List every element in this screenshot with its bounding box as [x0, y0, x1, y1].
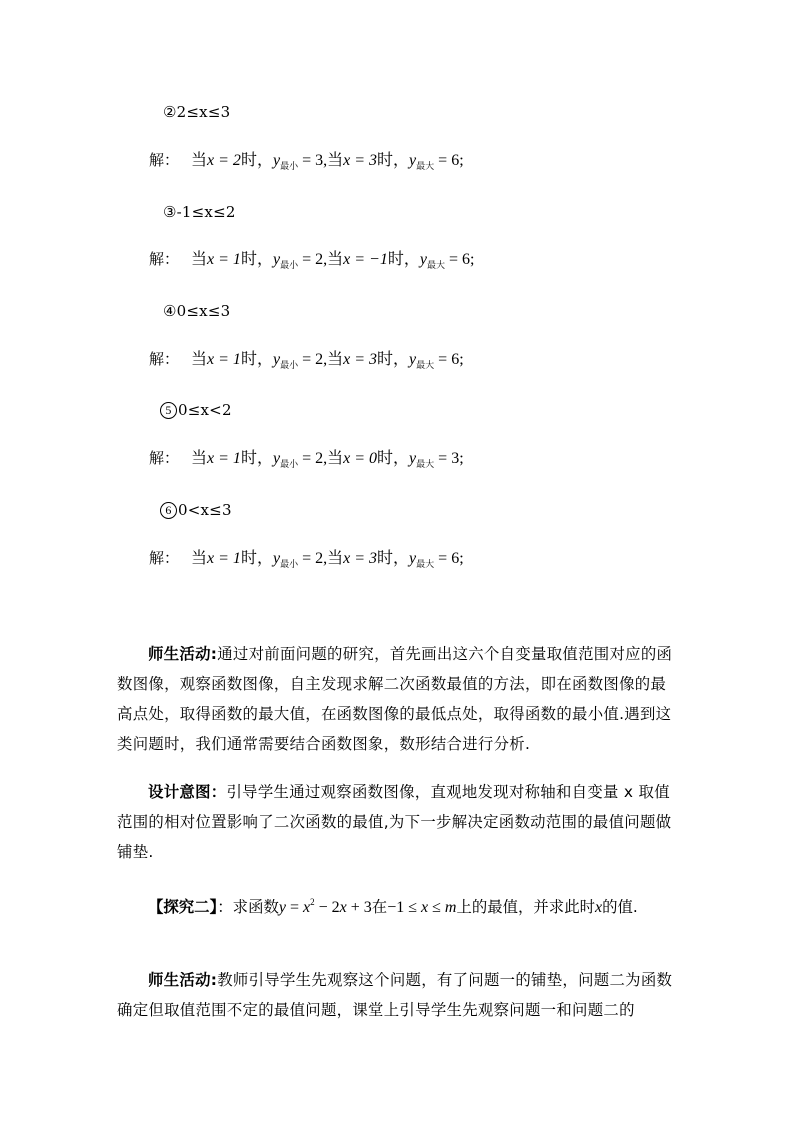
activity-text: 教师引导学生先观察这个问题，有了问题一的铺垫，问题二为函数确定但取值范围不定的最值问题，课堂上引导学生先观察问题一和问题二的 — [117, 971, 673, 1019]
solution-line-3 — [149, 248, 474, 277]
explore-function: $y = x^2 - 2x + 3$ — [278, 897, 372, 916]
solution-equation: 当x = 1时，$y_{最小} = 2$,当x = 3时，$y_{最大} = 6$; — [191, 351, 464, 371]
case-label-2 — [163, 102, 230, 122]
solution-line-5 — [149, 447, 464, 476]
activity-paragraph-2 — [117, 965, 677, 1025]
case-marker: ② — [163, 103, 177, 121]
solution-line-6 — [149, 547, 464, 576]
solution-line-2 — [149, 149, 464, 178]
case-range: 0≤x≤3 — [176, 302, 231, 320]
solution-prefix: 解： — [149, 350, 180, 368]
activity-label: 师生活动: — [148, 971, 218, 989]
solution-equation: 当x = 1时，$y_{最小} = 2$,当x = −1时，$y_{最大} = 6$; — [191, 251, 475, 271]
solution-prefix: 解： — [149, 250, 180, 268]
solution-prefix: 解： — [149, 549, 180, 567]
case-label-3 — [163, 202, 236, 222]
case-range: 2≤x≤3 — [176, 103, 231, 121]
case-marker: ③ — [163, 203, 177, 221]
solution-prefix: 解： — [149, 449, 180, 467]
case-range: 0≤x<2 — [178, 401, 232, 419]
design-intent-paragraph — [117, 777, 677, 867]
solution-prefix: 解： — [149, 151, 180, 169]
case-marker: ④ — [163, 302, 177, 320]
activity-paragraph-1 — [117, 639, 677, 759]
explore-two-paragraph: 【探究二】：求函数$y = x^2 - 2x + 3$在−1 ≤ x ≤ m上的最值，并求此时x的值. — [148, 897, 638, 916]
solution-equation: 当x = 1时，$y_{最小} = 2$,当x = 3时，$y_{最大} = 6$; — [191, 550, 464, 570]
design-label: 设计意图： — [148, 783, 227, 801]
activity-label: 师生活动: — [148, 645, 218, 663]
case-marker: 5 — [160, 402, 177, 419]
case-marker: 6 — [160, 502, 177, 519]
solution-line-4 — [149, 348, 464, 377]
solution-equation: 当x = 1时，$y_{最小} = 2$,当x = 0时，$y_{最大} = 3$; — [191, 450, 464, 470]
case-label-4 — [163, 301, 230, 321]
explore-range: −1 ≤ x ≤ m — [387, 899, 457, 916]
design-text: 引导学生通过观察函数图像，直观地发现对称轴和自变量 x 取值范围的相对位置影响了二次函数的最值,为下一步解决定函数动范围的最值问题做铺垫. — [117, 783, 672, 861]
activity-text: 通过对前面问题的研究，首先画出这六个自变量取值范围对应的函数图像，观察函数图像，自主发现求解二次函数最值的方法，即在函数图像的最高点处，取得函数的最大值，在函数图像的最低点处，取得函数的最小值.遇到这类问题时，我们通常需要结合函数图象，数形结合进行分析. — [117, 645, 673, 753]
case-range: -1≤x≤2 — [176, 203, 236, 221]
solution-equation: 当x = 2时，$y_{最小} = 3$,当x = 3时，$y_{最大} = 6$; — [191, 152, 464, 172]
case-range: 0<x≤3 — [178, 501, 232, 519]
explore-label: 【探究二】 — [148, 898, 218, 916]
case-label-5 — [160, 400, 232, 420]
case-label-6 — [160, 500, 232, 520]
